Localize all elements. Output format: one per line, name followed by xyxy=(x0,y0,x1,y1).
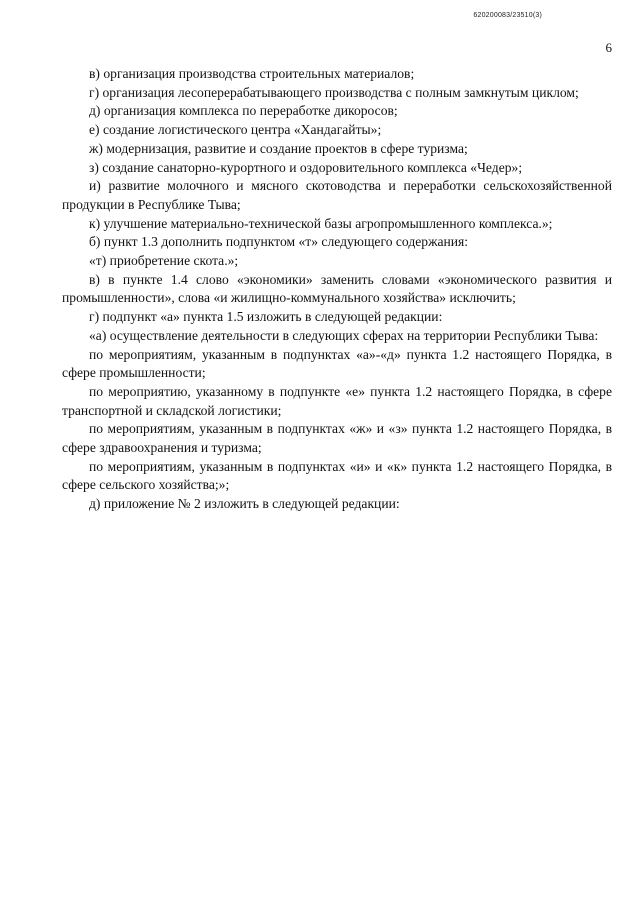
paragraph: в) в пункте 1.4 слово «экономики» заменить словами «экономического развития и промышленности», слова «и жилищно-коммунального хозяйства» исключить; xyxy=(62,271,612,306)
paragraph: б) пункт 1.3 дополнить подпунктом «т» следующего содержания: xyxy=(89,234,469,250)
paragraph: з) создание санаторно-курортного и оздоровительного комплекса «Чедер»; xyxy=(89,159,523,175)
paragraph: по мероприятиям, указанным в подпунктах «и» и «к» пункта 1.2 настоящего Порядка, в сфере сельского хозяйства;»; xyxy=(62,458,612,493)
paragraph: в) организация производства строительных материалов; xyxy=(89,66,415,81)
paragraph: д) приложение № 2 изложить в следующей редакции: xyxy=(89,496,400,512)
paragraph: «а) осуществление деятельности в следующих сферах на территории Республики Тыва: xyxy=(89,327,599,343)
paragraph: по мероприятиям, указанным в подпунктах «а»-«д» пункта 1.2 настоящего Порядка, в сфере промышленности; xyxy=(62,346,612,381)
paragraph: к) улучшение материально-технической базы агропромышленного комплекса.»; xyxy=(89,215,553,231)
paragraph: г) организация лесоперерабатывающего производства с полным замкнутым циклом; xyxy=(89,84,579,100)
paragraph: и) развитие молочного и мясного скотоводства и переработки сельскохозяйственной продукции в Республике Тыва; xyxy=(62,178,612,212)
paragraph: е) создание логистического центра «Хандагайты»; xyxy=(89,122,382,138)
paragraph: г) подпункт «а» пункта 1.5 изложить в следующей редакции: xyxy=(89,309,443,325)
page-number: 6 xyxy=(605,40,612,55)
paragraph: д) организация комплекса по переработке дикоросов; xyxy=(89,103,398,119)
paragraph: «т) приобретение скота.»; xyxy=(89,253,239,269)
paragraph: ж) модернизация, развитие и создание проектов в сфере туризма; xyxy=(89,140,468,156)
document-body xyxy=(62,65,612,514)
document-code: 620200083/23510(3) xyxy=(473,12,542,19)
paragraph: по мероприятию, указанному в подпункте «е» пункта 1.2 настоящего Порядка, в сфере транспортной и складской логистики; xyxy=(62,383,612,418)
paragraph: по мероприятиям, указанным в подпунктах «ж» и «з» пункта 1.2 настоящего Порядка, в сфере здравоохранения и туризма; xyxy=(62,421,612,456)
